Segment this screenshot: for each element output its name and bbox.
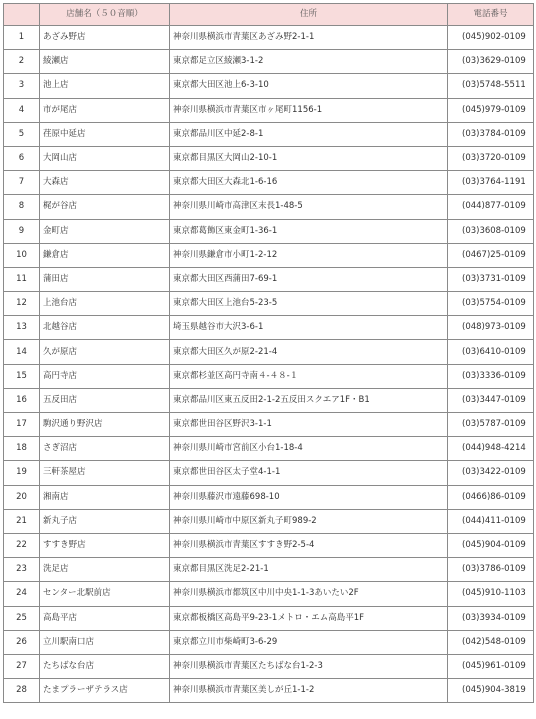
store-name: 立川駅南口店 <box>40 630 170 654</box>
store-name: 北越谷店 <box>40 316 170 340</box>
store-phone: (03)5787-0109 <box>448 413 534 437</box>
row-number: 23 <box>4 558 40 582</box>
store-address: 神奈川県横浜市青葉区たちばな台1-2-3 <box>170 654 448 678</box>
store-name: 湘南店 <box>40 485 170 509</box>
store-name: 荏原中延店 <box>40 122 170 146</box>
store-address: 埼玉県越谷市大沢3-6-1 <box>170 316 448 340</box>
store-address: 神奈川県横浜市青葉区美しが丘1-1-2 <box>170 679 448 703</box>
table-row <box>4 146 534 170</box>
table-row <box>4 679 534 703</box>
table-row <box>4 195 534 219</box>
row-number: 26 <box>4 630 40 654</box>
table-row <box>4 122 534 146</box>
row-number: 13 <box>4 316 40 340</box>
row-number: 2 <box>4 50 40 74</box>
store-name: 金町店 <box>40 219 170 243</box>
store-phone: (03)3784-0109 <box>448 122 534 146</box>
row-number: 25 <box>4 606 40 630</box>
row-number: 4 <box>4 98 40 122</box>
store-address: 東京都大田区上池台5-23-5 <box>170 292 448 316</box>
row-number: 19 <box>4 461 40 485</box>
store-phone: (044)877-0109 <box>448 195 534 219</box>
table-row <box>4 485 534 509</box>
store-table <box>3 3 534 703</box>
store-phone: (0467)25-0109 <box>448 243 534 267</box>
table-row <box>4 26 534 50</box>
table-row <box>4 582 534 606</box>
table-row <box>4 219 534 243</box>
store-address: 神奈川県川崎市高津区末長1-48-5 <box>170 195 448 219</box>
store-name: 大森店 <box>40 171 170 195</box>
store-address: 神奈川県横浜市青葉区市ヶ尾町1156-1 <box>170 98 448 122</box>
store-name: 高島平店 <box>40 606 170 630</box>
store-phone: (044)411-0109 <box>448 509 534 533</box>
row-number: 22 <box>4 533 40 557</box>
store-name: 上池台店 <box>40 292 170 316</box>
store-name: たまプラーザテラス店 <box>40 679 170 703</box>
table-row <box>4 50 534 74</box>
store-phone: (042)548-0109 <box>448 630 534 654</box>
store-name: センター北駅前店 <box>40 582 170 606</box>
header-phone: 電話番号 <box>448 4 534 26</box>
store-phone: (03)3764-1191 <box>448 171 534 195</box>
header-store-name: 店舗名（５０音順） <box>40 4 170 26</box>
table-row <box>4 558 534 582</box>
store-address: 東京都世田谷区野沢3-1-1 <box>170 413 448 437</box>
store-list-sheet <box>3 3 534 703</box>
store-name: 新丸子店 <box>40 509 170 533</box>
store-address: 神奈川県川崎市宮前区小台1-18-4 <box>170 437 448 461</box>
table-row <box>4 413 534 437</box>
store-name: 五反田店 <box>40 388 170 412</box>
table-row <box>4 654 534 678</box>
store-address: 東京都世田谷区太子堂4-1-1 <box>170 461 448 485</box>
store-name: 洗足店 <box>40 558 170 582</box>
table-row <box>4 437 534 461</box>
store-phone: (045)904-3819 <box>448 679 534 703</box>
store-name: さぎ沼店 <box>40 437 170 461</box>
store-phone: (03)5754-0109 <box>448 292 534 316</box>
store-address: 東京都大田区久が原2-21-4 <box>170 340 448 364</box>
row-number: 15 <box>4 364 40 388</box>
table-row <box>4 630 534 654</box>
store-phone: (044)948-4214 <box>448 437 534 461</box>
row-number: 12 <box>4 292 40 316</box>
store-phone: (03)3731-0109 <box>448 267 534 291</box>
store-name: 綾瀬店 <box>40 50 170 74</box>
table-row <box>4 171 534 195</box>
store-address: 神奈川県横浜市青葉区あざみ野2-1-1 <box>170 26 448 50</box>
store-phone: (045)904-0109 <box>448 533 534 557</box>
store-address: 東京都目黒区洗足2-21-1 <box>170 558 448 582</box>
store-name: たちばな台店 <box>40 654 170 678</box>
store-address: 東京都大田区大森北1-6-16 <box>170 171 448 195</box>
store-name: 市が尾店 <box>40 98 170 122</box>
store-address: 東京都品川区東五反田2-1-2五反田スクエア1F・B1 <box>170 388 448 412</box>
table-row <box>4 267 534 291</box>
store-address: 東京都葛飾区東金町1-36-1 <box>170 219 448 243</box>
store-address: 神奈川県横浜市都筑区中川中央1-1-3あいたい2F <box>170 582 448 606</box>
store-address: 神奈川県川崎市中原区新丸子町989-2 <box>170 509 448 533</box>
table-row <box>4 98 534 122</box>
row-number: 8 <box>4 195 40 219</box>
table-row <box>4 509 534 533</box>
store-phone: (03)3447-0109 <box>448 388 534 412</box>
store-name: 梶が谷店 <box>40 195 170 219</box>
table-row <box>4 461 534 485</box>
store-address: 東京都立川市柴崎町3-6-29 <box>170 630 448 654</box>
store-phone: (03)3608-0109 <box>448 219 534 243</box>
header-number <box>4 4 40 26</box>
table-row <box>4 316 534 340</box>
store-name: すすき野店 <box>40 533 170 557</box>
table-row <box>4 533 534 557</box>
header-row <box>4 4 534 26</box>
store-phone: (045)910-1103 <box>448 582 534 606</box>
store-phone: (03)3629-0109 <box>448 50 534 74</box>
row-number: 9 <box>4 219 40 243</box>
row-number: 7 <box>4 171 40 195</box>
store-phone: (03)6410-0109 <box>448 340 534 364</box>
row-number: 18 <box>4 437 40 461</box>
row-number: 16 <box>4 388 40 412</box>
table-row <box>4 292 534 316</box>
row-number: 6 <box>4 146 40 170</box>
store-address: 東京都大田区池上6-3-10 <box>170 74 448 98</box>
store-phone: (03)3786-0109 <box>448 558 534 582</box>
row-number: 1 <box>4 26 40 50</box>
row-number: 24 <box>4 582 40 606</box>
store-phone: (03)3422-0109 <box>448 461 534 485</box>
row-number: 17 <box>4 413 40 437</box>
store-name: 鎌倉店 <box>40 243 170 267</box>
row-number: 20 <box>4 485 40 509</box>
store-phone: (048)973-0109 <box>448 316 534 340</box>
store-name: 大岡山店 <box>40 146 170 170</box>
store-phone: (045)961-0109 <box>448 654 534 678</box>
row-number: 14 <box>4 340 40 364</box>
header-address: 住所 <box>170 4 448 26</box>
store-name: 池上店 <box>40 74 170 98</box>
store-name: 高円寺店 <box>40 364 170 388</box>
store-phone: (03)3934-0109 <box>448 606 534 630</box>
store-address: 神奈川県藤沢市遠藤698-10 <box>170 485 448 509</box>
store-address: 神奈川県鎌倉市小町1-2-12 <box>170 243 448 267</box>
row-number: 11 <box>4 267 40 291</box>
store-phone: (03)5748-5511 <box>448 74 534 98</box>
table-row <box>4 340 534 364</box>
store-address: 神奈川県横浜市青葉区すすき野2-5-4 <box>170 533 448 557</box>
table-row <box>4 243 534 267</box>
row-number: 3 <box>4 74 40 98</box>
store-name: あざみ野店 <box>40 26 170 50</box>
table-row <box>4 364 534 388</box>
store-address: 東京都大田区西蒲田7-69-1 <box>170 267 448 291</box>
row-number: 5 <box>4 122 40 146</box>
store-name: 久が原店 <box>40 340 170 364</box>
row-number: 28 <box>4 679 40 703</box>
store-address: 東京都板橋区高島平9-23-1メトロ・エム高島平1F <box>170 606 448 630</box>
row-number: 10 <box>4 243 40 267</box>
row-number: 27 <box>4 654 40 678</box>
store-address: 東京都杉並区高円寺南４-４８-１ <box>170 364 448 388</box>
store-phone: (03)3336-0109 <box>448 364 534 388</box>
store-name: 蒲田店 <box>40 267 170 291</box>
table-row <box>4 606 534 630</box>
store-address: 東京都目黒区大岡山2-10-1 <box>170 146 448 170</box>
store-phone: (045)902-0109 <box>448 26 534 50</box>
row-number: 21 <box>4 509 40 533</box>
store-phone: (03)3720-0109 <box>448 146 534 170</box>
table-row <box>4 74 534 98</box>
store-name: 三軒茶屋店 <box>40 461 170 485</box>
store-phone: (045)979-0109 <box>448 98 534 122</box>
store-name: 駒沢通り野沢店 <box>40 413 170 437</box>
table-row <box>4 388 534 412</box>
store-phone: (0466)86-0109 <box>448 485 534 509</box>
store-address: 東京都品川区中延2-8-1 <box>170 122 448 146</box>
store-address: 東京都足立区綾瀬3-1-2 <box>170 50 448 74</box>
